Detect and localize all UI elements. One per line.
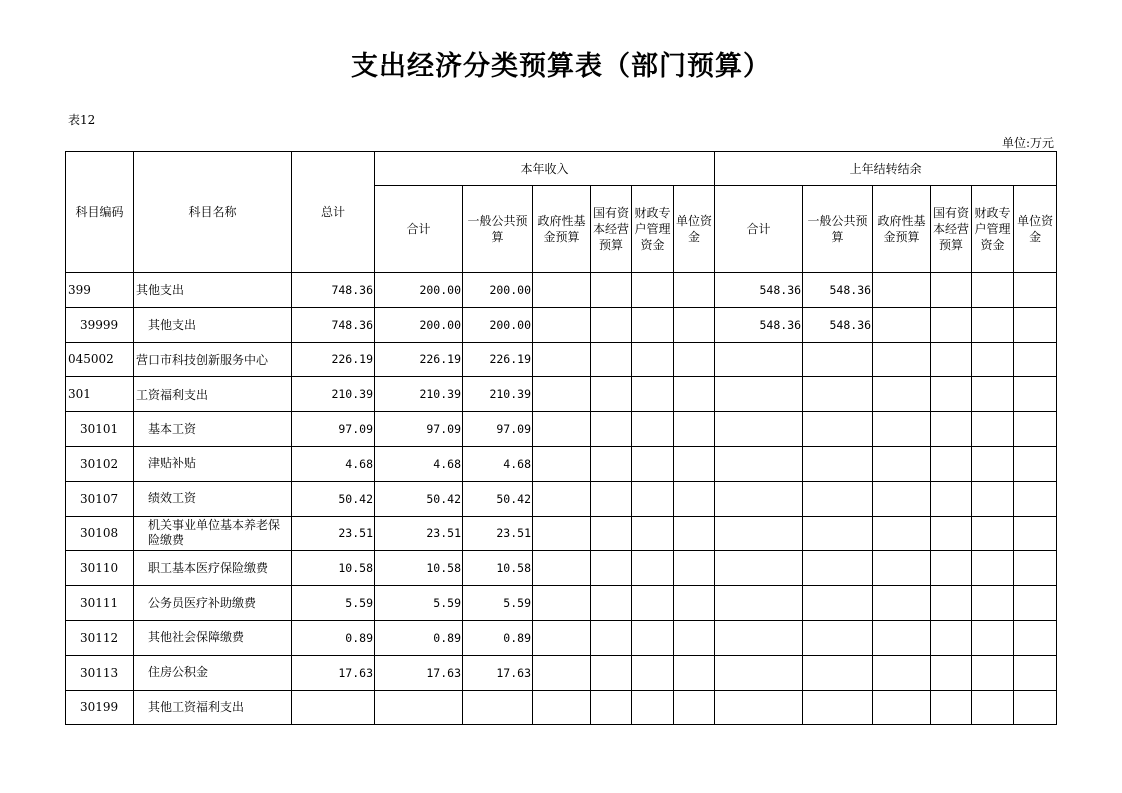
header-cur-general: 一般公共预算 bbox=[463, 186, 533, 273]
row-carry-state-capital bbox=[931, 551, 972, 586]
header-code: 科目编码 bbox=[66, 152, 134, 273]
row-cur-subtotal: 23.51 bbox=[375, 516, 463, 551]
row-cur-gov-fund bbox=[533, 551, 591, 586]
row-carry-gov-fund bbox=[873, 342, 931, 377]
row-name: 绩效工资 bbox=[134, 481, 292, 516]
row-cur-special-fund bbox=[632, 377, 674, 412]
row-cur-general: 97.09 bbox=[463, 412, 533, 447]
row-cur-state-capital bbox=[591, 516, 632, 551]
row-carry-state-capital bbox=[931, 586, 972, 621]
row-cur-state-capital bbox=[591, 551, 632, 586]
header-cur-gov-fund: 政府性基金预算 bbox=[533, 186, 591, 273]
header-carry-special-fund: 财政专户管理资金 bbox=[972, 186, 1014, 273]
row-cur-gov-fund bbox=[533, 620, 591, 655]
row-cur-unit-fund bbox=[674, 516, 715, 551]
row-cur-subtotal: 17.63 bbox=[375, 655, 463, 690]
row-cur-special-fund bbox=[632, 342, 674, 377]
row-total: 23.51 bbox=[292, 516, 375, 551]
row-cur-gov-fund bbox=[533, 307, 591, 342]
row-cur-gov-fund bbox=[533, 655, 591, 690]
row-carry-gov-fund bbox=[873, 273, 931, 308]
row-cur-gov-fund bbox=[533, 377, 591, 412]
row-cur-subtotal: 5.59 bbox=[375, 586, 463, 621]
row-cur-unit-fund bbox=[674, 412, 715, 447]
row-cur-special-fund bbox=[632, 586, 674, 621]
row-carry-state-capital bbox=[931, 273, 972, 308]
row-cur-unit-fund bbox=[674, 586, 715, 621]
row-cur-general: 210.39 bbox=[463, 377, 533, 412]
row-carry-general bbox=[803, 481, 873, 516]
row-cur-special-fund bbox=[632, 307, 674, 342]
row-cur-unit-fund bbox=[674, 377, 715, 412]
row-carry-subtotal bbox=[715, 481, 803, 516]
row-carry-general bbox=[803, 377, 873, 412]
row-cur-special-fund bbox=[632, 690, 674, 725]
unit-label: 单位:万元 bbox=[1001, 136, 1054, 150]
row-carry-general bbox=[803, 655, 873, 690]
row-total bbox=[292, 690, 375, 725]
row-name: 公务员医疗补助缴费 bbox=[134, 586, 292, 621]
row-carry-gov-fund bbox=[873, 690, 931, 725]
row-name: 其他支出 bbox=[134, 307, 292, 342]
table-row bbox=[66, 412, 1057, 447]
row-total: 0.89 bbox=[292, 620, 375, 655]
table-row bbox=[66, 516, 1057, 551]
row-total: 210.39 bbox=[292, 377, 375, 412]
row-carry-unit-fund bbox=[1014, 307, 1057, 342]
row-cur-general: 50.42 bbox=[463, 481, 533, 516]
row-cur-special-fund bbox=[632, 620, 674, 655]
row-carry-gov-fund bbox=[873, 551, 931, 586]
row-carry-gov-fund bbox=[873, 655, 931, 690]
table-number: 表12 bbox=[68, 113, 96, 127]
header-cur-state-capital: 国有资本经营预算 bbox=[591, 186, 632, 273]
row-cur-special-fund bbox=[632, 273, 674, 308]
row-cur-special-fund bbox=[632, 481, 674, 516]
row-carry-unit-fund bbox=[1014, 446, 1057, 481]
row-carry-general: 548.36 bbox=[803, 307, 873, 342]
row-cur-subtotal: 210.39 bbox=[375, 377, 463, 412]
row-cur-unit-fund bbox=[674, 481, 715, 516]
row-code: 30110 bbox=[66, 551, 134, 586]
row-cur-unit-fund bbox=[674, 655, 715, 690]
row-cur-subtotal: 50.42 bbox=[375, 481, 463, 516]
row-total: 748.36 bbox=[292, 273, 375, 308]
header-current-income: 本年收入 bbox=[375, 152, 715, 186]
row-carry-general bbox=[803, 516, 873, 551]
row-cur-subtotal bbox=[375, 690, 463, 725]
row-carry-gov-fund bbox=[873, 481, 931, 516]
row-cur-state-capital bbox=[591, 481, 632, 516]
row-cur-general: 23.51 bbox=[463, 516, 533, 551]
row-carry-gov-fund bbox=[873, 620, 931, 655]
table-row bbox=[66, 377, 1057, 412]
row-carry-gov-fund bbox=[873, 412, 931, 447]
row-cur-subtotal: 200.00 bbox=[375, 273, 463, 308]
row-cur-general: 17.63 bbox=[463, 655, 533, 690]
row-cur-state-capital bbox=[591, 690, 632, 725]
row-name: 住房公积金 bbox=[134, 655, 292, 690]
row-carry-gov-fund bbox=[873, 307, 931, 342]
row-cur-gov-fund bbox=[533, 481, 591, 516]
row-carry-unit-fund bbox=[1014, 551, 1057, 586]
row-carry-subtotal bbox=[715, 551, 803, 586]
row-carry-special-fund bbox=[972, 273, 1014, 308]
table-row bbox=[66, 551, 1057, 586]
row-carry-unit-fund bbox=[1014, 586, 1057, 621]
row-cur-special-fund bbox=[632, 551, 674, 586]
row-carry-gov-fund bbox=[873, 446, 931, 481]
row-carry-subtotal: 548.36 bbox=[715, 273, 803, 308]
row-total: 226.19 bbox=[292, 342, 375, 377]
row-carry-special-fund bbox=[972, 516, 1014, 551]
row-carry-subtotal: 548.36 bbox=[715, 307, 803, 342]
row-cur-general: 5.59 bbox=[463, 586, 533, 621]
row-name: 其他支出 bbox=[134, 273, 292, 308]
row-cur-state-capital bbox=[591, 412, 632, 447]
row-carry-unit-fund bbox=[1014, 273, 1057, 308]
row-carry-special-fund bbox=[972, 342, 1014, 377]
row-cur-general: 4.68 bbox=[463, 446, 533, 481]
row-cur-unit-fund bbox=[674, 307, 715, 342]
row-cur-subtotal: 0.89 bbox=[375, 620, 463, 655]
row-carry-general: 548.36 bbox=[803, 273, 873, 308]
row-carry-state-capital bbox=[931, 446, 972, 481]
row-cur-unit-fund bbox=[674, 446, 715, 481]
row-carry-special-fund bbox=[972, 307, 1014, 342]
header-carryover: 上年结转结余 bbox=[715, 152, 1057, 186]
row-total: 97.09 bbox=[292, 412, 375, 447]
row-carry-state-capital bbox=[931, 377, 972, 412]
row-carry-special-fund bbox=[972, 620, 1014, 655]
row-code: 399 bbox=[66, 273, 134, 308]
row-cur-special-fund bbox=[632, 446, 674, 481]
row-cur-unit-fund bbox=[674, 342, 715, 377]
row-cur-general: 226.19 bbox=[463, 342, 533, 377]
row-code: 045002 bbox=[66, 342, 134, 377]
row-carry-state-capital bbox=[931, 412, 972, 447]
row-name: 工资福利支出 bbox=[134, 377, 292, 412]
budget-table bbox=[65, 151, 1057, 725]
row-total: 17.63 bbox=[292, 655, 375, 690]
row-cur-state-capital bbox=[591, 273, 632, 308]
row-name: 其他工资福利支出 bbox=[134, 690, 292, 725]
row-carry-special-fund bbox=[972, 655, 1014, 690]
row-carry-subtotal bbox=[715, 516, 803, 551]
table-row bbox=[66, 342, 1057, 377]
row-carry-subtotal bbox=[715, 690, 803, 725]
row-cur-gov-fund bbox=[533, 516, 591, 551]
table-row bbox=[66, 273, 1057, 308]
row-cur-state-capital bbox=[591, 655, 632, 690]
header-name: 科目名称 bbox=[134, 152, 292, 273]
table-row bbox=[66, 690, 1057, 725]
row-total: 50.42 bbox=[292, 481, 375, 516]
row-code: 301 bbox=[66, 377, 134, 412]
row-carry-general bbox=[803, 412, 873, 447]
header-cur-special-fund: 财政专户管理资金 bbox=[632, 186, 674, 273]
budget-table-body bbox=[66, 273, 1057, 725]
row-code: 30107 bbox=[66, 481, 134, 516]
row-carry-state-capital bbox=[931, 620, 972, 655]
row-cur-subtotal: 10.58 bbox=[375, 551, 463, 586]
header-cur-unit-fund: 单位资金 bbox=[674, 186, 715, 273]
row-cur-special-fund bbox=[632, 516, 674, 551]
row-carry-state-capital bbox=[931, 690, 972, 725]
row-code: 30113 bbox=[66, 655, 134, 690]
row-carry-general bbox=[803, 551, 873, 586]
row-carry-special-fund bbox=[972, 690, 1014, 725]
row-carry-state-capital bbox=[931, 516, 972, 551]
row-carry-subtotal bbox=[715, 655, 803, 690]
row-carry-special-fund bbox=[972, 377, 1014, 412]
row-total: 748.36 bbox=[292, 307, 375, 342]
header-carry-unit-fund: 单位资金 bbox=[1014, 186, 1057, 273]
row-name: 津贴补贴 bbox=[134, 446, 292, 481]
row-total: 5.59 bbox=[292, 586, 375, 621]
table-row bbox=[66, 446, 1057, 481]
row-code: 30102 bbox=[66, 446, 134, 481]
row-carry-state-capital bbox=[931, 342, 972, 377]
table-row bbox=[66, 307, 1057, 342]
row-carry-special-fund bbox=[972, 446, 1014, 481]
row-cur-unit-fund bbox=[674, 551, 715, 586]
page-title: 支出经济分类预算表（部门预算） bbox=[351, 51, 771, 82]
row-carry-unit-fund bbox=[1014, 481, 1057, 516]
row-cur-state-capital bbox=[591, 342, 632, 377]
row-carry-unit-fund bbox=[1014, 342, 1057, 377]
row-carry-state-capital bbox=[931, 307, 972, 342]
header-carry-general: 一般公共预算 bbox=[803, 186, 873, 273]
row-carry-unit-fund bbox=[1014, 377, 1057, 412]
row-cur-special-fund bbox=[632, 412, 674, 447]
row-carry-state-capital bbox=[931, 655, 972, 690]
row-cur-gov-fund bbox=[533, 446, 591, 481]
row-cur-unit-fund bbox=[674, 690, 715, 725]
row-carry-general bbox=[803, 586, 873, 621]
row-carry-gov-fund bbox=[873, 516, 931, 551]
row-cur-subtotal: 4.68 bbox=[375, 446, 463, 481]
row-code: 30112 bbox=[66, 620, 134, 655]
row-carry-unit-fund bbox=[1014, 412, 1057, 447]
row-cur-gov-fund bbox=[533, 273, 591, 308]
row-cur-subtotal: 226.19 bbox=[375, 342, 463, 377]
row-carry-unit-fund bbox=[1014, 655, 1057, 690]
row-carry-general bbox=[803, 620, 873, 655]
row-cur-gov-fund bbox=[533, 586, 591, 621]
row-carry-unit-fund bbox=[1014, 620, 1057, 655]
header-total: 总计 bbox=[292, 152, 375, 273]
row-carry-subtotal bbox=[715, 412, 803, 447]
row-cur-gov-fund bbox=[533, 690, 591, 725]
row-cur-gov-fund bbox=[533, 412, 591, 447]
row-carry-state-capital bbox=[931, 481, 972, 516]
row-carry-special-fund bbox=[972, 412, 1014, 447]
table-row bbox=[66, 586, 1057, 621]
row-cur-unit-fund bbox=[674, 620, 715, 655]
row-carry-gov-fund bbox=[873, 377, 931, 412]
row-cur-state-capital bbox=[591, 307, 632, 342]
row-cur-general: 200.00 bbox=[463, 273, 533, 308]
row-carry-special-fund bbox=[972, 586, 1014, 621]
row-name: 其他社会保障缴费 bbox=[134, 620, 292, 655]
row-carry-general bbox=[803, 446, 873, 481]
row-total: 10.58 bbox=[292, 551, 375, 586]
row-carry-gov-fund bbox=[873, 586, 931, 621]
row-code: 30111 bbox=[66, 586, 134, 621]
header-carry-gov-fund: 政府性基金预算 bbox=[873, 186, 931, 273]
row-cur-general: 10.58 bbox=[463, 551, 533, 586]
row-cur-general: 200.00 bbox=[463, 307, 533, 342]
row-cur-unit-fund bbox=[674, 273, 715, 308]
row-carry-special-fund bbox=[972, 551, 1014, 586]
row-carry-general bbox=[803, 690, 873, 725]
row-carry-subtotal bbox=[715, 446, 803, 481]
row-cur-state-capital bbox=[591, 446, 632, 481]
row-name: 职工基本医疗保险缴费 bbox=[134, 551, 292, 586]
header-cur-subtotal: 合计 bbox=[375, 186, 463, 273]
table-row bbox=[66, 481, 1057, 516]
row-carry-subtotal bbox=[715, 342, 803, 377]
row-name: 基本工资 bbox=[134, 412, 292, 447]
row-carry-general bbox=[803, 342, 873, 377]
row-cur-state-capital bbox=[591, 620, 632, 655]
row-carry-unit-fund bbox=[1014, 516, 1057, 551]
header-carry-state-capital: 国有资本经营预算 bbox=[931, 186, 972, 273]
row-carry-special-fund bbox=[972, 481, 1014, 516]
row-code: 39999 bbox=[66, 307, 134, 342]
row-cur-subtotal: 200.00 bbox=[375, 307, 463, 342]
row-carry-unit-fund bbox=[1014, 690, 1057, 725]
row-name: 机关事业单位基本养老保险缴费 bbox=[134, 516, 292, 551]
header-carry-subtotal: 合计 bbox=[715, 186, 803, 273]
row-code: 30101 bbox=[66, 412, 134, 447]
row-name: 营口市科技创新服务中心 bbox=[134, 342, 292, 377]
row-carry-subtotal bbox=[715, 586, 803, 621]
row-cur-state-capital bbox=[591, 377, 632, 412]
row-cur-general bbox=[463, 690, 533, 725]
table-row bbox=[66, 620, 1057, 655]
row-code: 30108 bbox=[66, 516, 134, 551]
row-cur-special-fund bbox=[632, 655, 674, 690]
table-row bbox=[66, 655, 1057, 690]
row-cur-subtotal: 97.09 bbox=[375, 412, 463, 447]
row-carry-subtotal bbox=[715, 620, 803, 655]
row-cur-state-capital bbox=[591, 586, 632, 621]
row-cur-gov-fund bbox=[533, 342, 591, 377]
row-code: 30199 bbox=[66, 690, 134, 725]
row-total: 4.68 bbox=[292, 446, 375, 481]
row-cur-general: 0.89 bbox=[463, 620, 533, 655]
row-carry-subtotal bbox=[715, 377, 803, 412]
